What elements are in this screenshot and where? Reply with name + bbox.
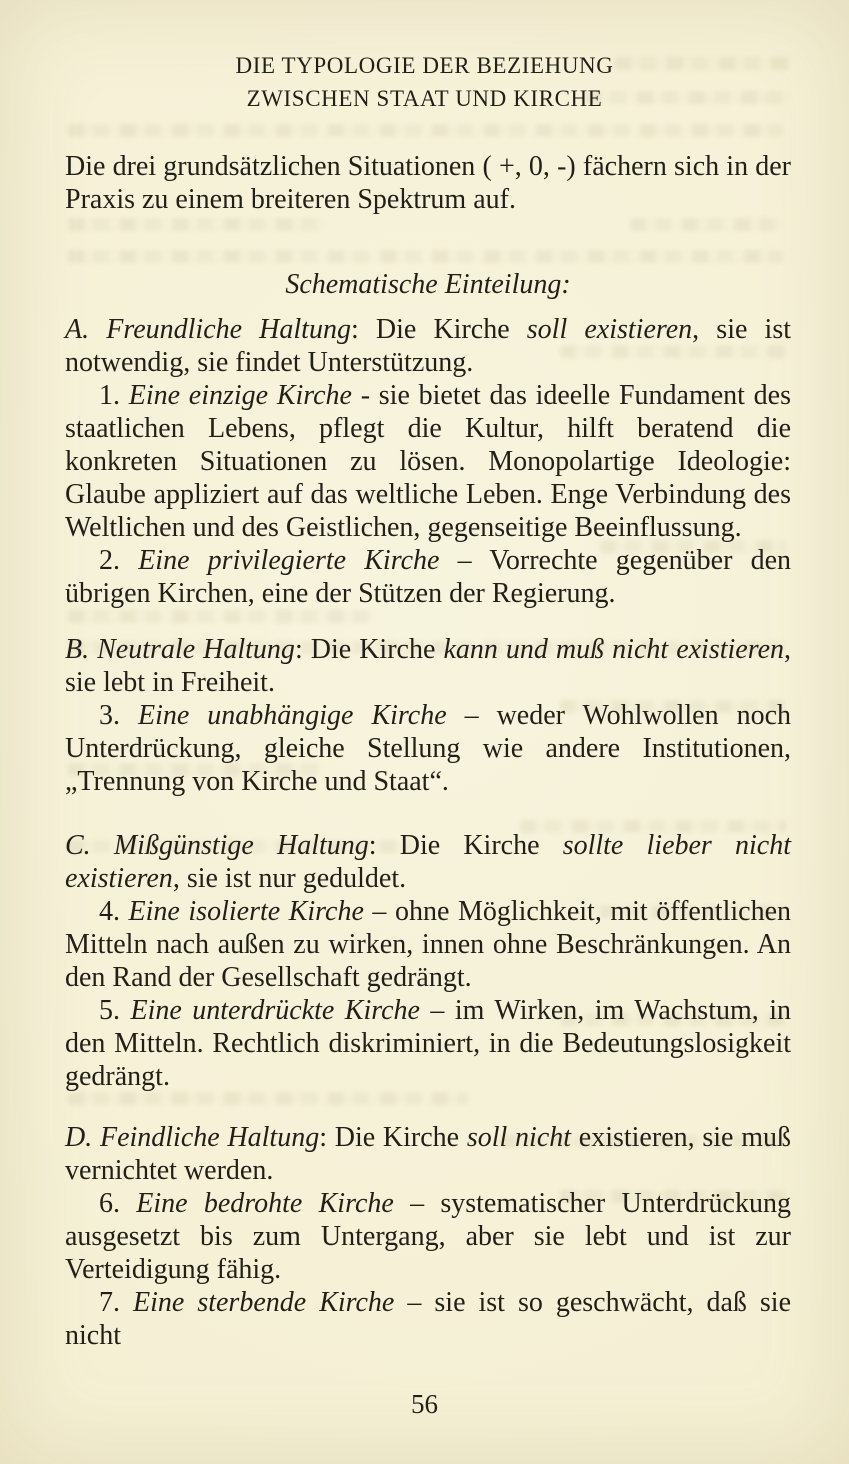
item-7 (65, 1286, 791, 1352)
text-segment: , sie ist nur geduldet. (172, 863, 407, 894)
page-body (65, 150, 791, 1352)
italic-text-segment: sollte lieber nicht existieren (65, 830, 791, 894)
item-2 (65, 544, 791, 610)
text-segment: – ohne Möglichkeit, mit öffentlichen Mitteln nach außen zu wirken, innen ohne Beschränkungen. An den Rand der Gesellschaft gedrängt. (65, 896, 792, 993)
page-footer (0, 1388, 849, 1421)
chapter-title-line-2: ZWISCHEN STAAT UND KIRCHE (246, 86, 603, 111)
text-segment: , sie ist notwendig, sie findet Unterstützung. (65, 314, 792, 378)
section-heading (65, 268, 791, 301)
text-segment: 7. (99, 1287, 134, 1318)
italic-text-segment: Eine isolierte Kirche (128, 896, 364, 927)
text-segment: Die drei grundsätzlichen Situationen ( +, 0, -) fächern sich in der Praxis zu einem breiteren Spektrum auf. (65, 151, 791, 215)
paragraph-c (65, 829, 791, 895)
text-segment: – weder Wohlwollen noch Unterdrückung, gleiche Stellung wie andere Institutionen, „Trennung von Kirche und Staat“. (65, 700, 792, 797)
text-segment: – sie ist so geschwächt, daß sie nicht (65, 1287, 792, 1351)
text-segment: – im Wirken, im Wachstum, in den Mitteln. Rechtlich diskriminiert, in die Bedeutungslosigkeit gedrängt. (65, 995, 791, 1092)
text-segment: : Die Kirche (319, 1122, 467, 1153)
paragraph-d (65, 1121, 791, 1187)
text-segment: : Die Kirche (350, 314, 527, 345)
italic-text-segment: Eine bedrohte Kirche (136, 1188, 394, 1219)
italic-text-segment: D. Feindliche Haltung (65, 1122, 320, 1153)
italic-text-segment: soll nicht (466, 1122, 572, 1153)
item-1 (65, 379, 791, 544)
text-segment: 3. (99, 700, 138, 731)
italic-text-segment: Schematische Einteilung: (285, 269, 571, 300)
italic-text-segment: A. Freundliche Haltung (65, 314, 351, 345)
text-segment: – systematischer Unterdrückung ausgesetzt bis zum Untergang, aber sie lebt und ist zur Verteidigung fähig. (65, 1188, 791, 1285)
intro-paragraph (65, 150, 791, 216)
text-segment: - sie bietet das ideelle Fundament des staatlichen Lebens, pflegt die Kultur, hilft beratend die konkreten Situationen zu lösen. Monopolartige Ideologie: Glaube appliziert auf das weltliche Leben. Enge Verbindung des Weltlichen und des Geistlichen, gegenseitige Beeinflussung. (65, 380, 791, 543)
italic-text-segment: kann und muß nicht existieren (443, 634, 785, 665)
chapter-title-line-1: DIE TYPOLOGIE DER BEZIEHUNG (235, 53, 614, 78)
text-segment: : Die Kirche (368, 830, 563, 861)
text-segment: 5. (99, 995, 131, 1026)
bleedthrough-text-artifact (68, 124, 783, 137)
text-segment: existieren, sie muß vernichtet werden. (65, 1122, 791, 1186)
italic-text-segment: Eine unabhängige Kirche (137, 700, 447, 731)
paragraph-b (65, 633, 791, 699)
text-segment: , sie lebt in Freiheit. (65, 634, 792, 698)
text-segment: 6. (99, 1188, 137, 1219)
item-5 (65, 994, 791, 1093)
item-6 (65, 1187, 791, 1286)
italic-text-segment: soll existieren (526, 314, 693, 345)
text-segment: 4. (99, 896, 129, 927)
text-segment: : Die Kirche (294, 634, 444, 665)
italic-text-segment: Eine sterbende Kirche (133, 1287, 395, 1318)
running-head (0, 49, 849, 115)
italic-text-segment: Eine unterdrückte Kirche (130, 995, 420, 1026)
italic-text-segment: Eine einzige Kirche (128, 380, 352, 411)
item-3 (65, 699, 791, 798)
text-segment: 1. (99, 380, 129, 411)
italic-text-segment: C. Mißgünstige Haltung (65, 830, 369, 861)
text-segment: 2. (99, 545, 139, 576)
paragraph-a (65, 313, 791, 379)
italic-text-segment: Eine privilegierte Kirche (138, 545, 440, 576)
italic-text-segment: B. Neutrale Haltung (65, 634, 295, 665)
text-segment: – Vorrechte gegenüber den übrigen Kirchen, eine der Stützen der Regierung. (65, 545, 792, 609)
page-number: 56 (411, 1389, 438, 1419)
item-4 (65, 895, 791, 994)
